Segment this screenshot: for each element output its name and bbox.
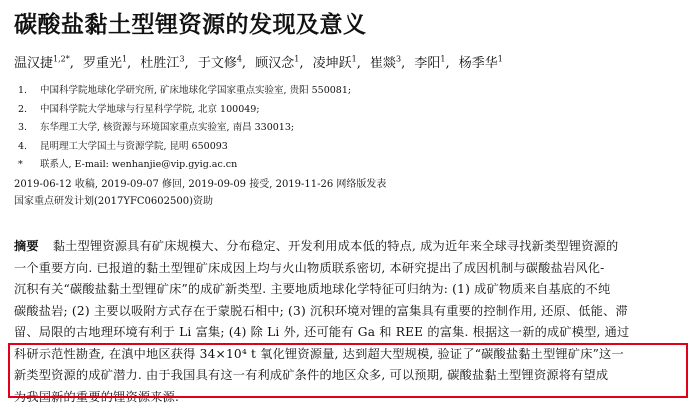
affiliation-number: * (18, 156, 40, 175)
author (459, 56, 503, 71)
affiliation (18, 119, 351, 138)
author-affil-mark: 4 (237, 55, 242, 64)
funding-note: 国家重点研发计划(2017YFC0602500)资助 (14, 193, 386, 210)
abstract-line: 科研示范性勘查, 在滇中地区获得 34×10⁴ t 氧化锂资源量, 达到超大型规模, 验证了“碳酸盐黏土型锂矿床”这一 (14, 344, 688, 366)
author-affil-mark: 1 (440, 55, 445, 64)
affiliation (18, 82, 351, 101)
author: 杜胜江$^3$, (140, 56, 188, 71)
author: 崔燚$^3$, (370, 56, 405, 71)
abstract-line: 碳酸盐岩; (2) 主要以吸附方式存在于蒙脱石相中; (3) 沉积环境对锂的富集具有重要的控制作用, 还原、低能、滞 (14, 301, 688, 323)
author: 罗重光$^1$, (83, 56, 131, 71)
abstract-line: 新类型资源的成矿潜力. 由于我国具有这一有利成矿条件的地区众多, 可以预期, 碳酸盐黏土型锂资源将有望成 (14, 365, 688, 387)
affiliation-text: 东华理工大学, 核资源与环境国家重点实验室, 南昌 330013; (40, 119, 294, 138)
author-affil-mark: 1 (352, 55, 357, 64)
author: 温汉捷$^{1,2*}$, (14, 56, 74, 71)
affiliation (18, 138, 351, 157)
affiliation-number: 4. (18, 138, 40, 157)
author-affil-mark: 3 (396, 55, 401, 64)
author-name: 凌坤跃 (313, 56, 352, 71)
author: 凌坤跃$^1$, (313, 56, 361, 71)
author: 李阳$^1$, (414, 56, 449, 71)
abstract-label: 摘要 (14, 239, 39, 253)
contact-text: 联系人, E-mail: wenhanjie@vip.gyig.ac.cn (40, 156, 237, 175)
author: 于文修$^4$, (198, 56, 246, 71)
highlight-box (8, 343, 688, 398)
affiliation-list (18, 82, 351, 175)
abstract-line: 摘要 黏土型锂资源具有矿床规模大、分布稳定、开发利用成本低的特点, 成为近年来全球寻找新类型锂资源的 (14, 236, 688, 258)
abstract-line: 沉积有关“碳酸盐黏土型锂矿床”的成矿新类型. 主要地质地球化学特征可归纳为: (1) 成矿物质来自基底的不纯 (14, 279, 688, 301)
affiliation (18, 101, 351, 120)
affiliation-text: 中国科学院地球化学研究所, 矿床地球化学国家重点实验室, 贵阳 550081; (40, 82, 351, 101)
affiliation-number: 1. (18, 82, 40, 101)
author-affil-mark: 1 (294, 55, 299, 64)
affiliation-text: 中国科学院大学地球与行星科学学院, 北京 100049; (40, 101, 260, 120)
author-name: 崔燚 (370, 56, 396, 71)
affiliation-number: 2. (18, 101, 40, 120)
received-dates: 2019-06-12 收稿, 2019-09-07 修回, 2019-09-09 接受, 2019-11-26 网络版发表 (14, 176, 386, 193)
author-name: 杨季华 (459, 56, 498, 71)
author-name: 罗重光 (83, 56, 122, 71)
paper-title: 碳酸盐黏土型锂资源的发现及意义 (14, 6, 367, 39)
author-name: 温汉捷 (14, 56, 53, 71)
abstract-line: 为我国新的重要的锂资源来源. (14, 387, 688, 408)
author-list (14, 52, 508, 71)
corresponding-author (18, 156, 351, 175)
author-name: 顾汉念 (255, 56, 294, 71)
author-affil-mark: 3 (179, 55, 184, 64)
abstract-line: 一个重要方向. 已报道的黏土型锂矿床成因上均与火山物质联系密切, 本研究提出了成因机制与碳酸盐岩风化- (14, 258, 688, 280)
author-name: 李阳 (414, 56, 440, 71)
author-affil-mark: 1 (498, 55, 503, 64)
author-name: 杜胜江 (140, 56, 179, 71)
author-affil-mark: 1 (122, 55, 127, 64)
author-affil-mark: 1,2* (53, 55, 70, 64)
affiliation-number: 3. (18, 119, 40, 138)
author: 顾汉念$^1$, (255, 56, 303, 71)
abstract-line: 留、局限的古地理环境有利于 Li 富集; (4) 除 Li 外, 还可能有 Ga 和 REE 的富集. 根据这一新的成矿模型, 通过 (14, 322, 688, 344)
article-history (14, 176, 386, 210)
affiliation-text: 昆明理工大学国土与资源学院, 昆明 650093 (40, 138, 228, 157)
author-name: 于文修 (198, 56, 237, 71)
